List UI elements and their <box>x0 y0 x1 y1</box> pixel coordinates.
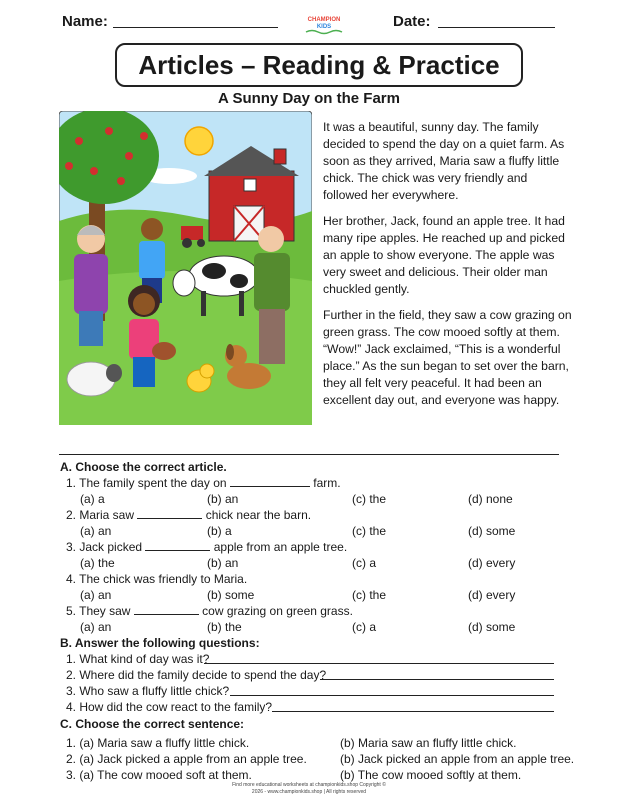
answer-blank[interactable] <box>230 476 310 487</box>
option[interactable]: (c) a <box>352 620 376 634</box>
story-text <box>323 119 573 418</box>
brand-logo <box>300 12 348 36</box>
question-b3: 3. Who saw a fluffy little chick? <box>66 684 230 698</box>
answer-blank[interactable] <box>137 508 202 519</box>
story-paragraph: Further in the field, they saw a cow grazing on green grass. The cow mooed softly at them. “Wow!” Jack exclaimed, “This is a wonderful place.” As the sun began to set over the barn, they all felt very peaceful. It had been an excellent day out, and everyone was happy. <box>323 308 572 407</box>
grandmother-figure <box>74 225 108 346</box>
story-paragraph: It was a beautiful, sunny day. The family decided to spend the day on a quiet farm. As soon as they arrived, Maria saw a fluffy little chick. The chick was very friendly and followed her everywhere. <box>323 120 565 202</box>
name-field-line[interactable] <box>113 27 278 28</box>
option[interactable]: (d) every <box>468 556 516 570</box>
sentence-option[interactable]: (b) Maria saw an fluffy little chick. <box>340 736 517 750</box>
question-b1: 1. What kind of day was it? <box>66 652 210 666</box>
section-b-heading: B. Answer the following questions: <box>60 636 260 650</box>
sentence-option[interactable]: 2. (a) Jack picked a apple from an apple tree. <box>66 752 307 766</box>
option[interactable]: (a) an <box>80 620 112 634</box>
date-field-line[interactable] <box>438 27 555 28</box>
footer <box>0 782 618 796</box>
question-a5: 5. They saw cow grazing on green grass. <box>66 604 353 618</box>
svg-text:CHAMPION: CHAMPION <box>307 17 341 23</box>
answer-line[interactable] <box>204 663 554 664</box>
sentence-option[interactable]: (b) The cow mooed softly at them. <box>340 768 522 782</box>
sentence-option[interactable]: (b) Jack picked an apple from an apple tree. <box>340 752 575 766</box>
footer-line: Find more educational worksheets at championkids.shop Copyright © <box>232 782 386 788</box>
name-label: Name: <box>62 13 108 30</box>
sun-icon <box>185 127 213 155</box>
option[interactable]: (b) some <box>207 588 255 602</box>
question-b4: 4. How did the cow react to the family? <box>66 700 273 714</box>
option[interactable]: (a) an <box>80 588 112 602</box>
section-c-heading: C. Choose the correct sentence: <box>60 717 245 731</box>
answer-line[interactable] <box>230 695 554 696</box>
answer-line[interactable] <box>272 711 554 712</box>
option[interactable]: (a) an <box>80 524 112 538</box>
option[interactable]: (c) the <box>352 492 387 506</box>
option[interactable]: (d) none <box>468 492 513 506</box>
answer-line[interactable] <box>320 679 554 680</box>
question-a3: 3. Jack picked apple from an apple tree. <box>66 540 348 554</box>
option[interactable]: (b) an <box>207 556 239 570</box>
sentence-option[interactable]: 3. (a) The cow mooed soft at them. <box>66 768 252 782</box>
question-b2: 2. Where did the family decide to spend the day? <box>66 668 327 682</box>
option[interactable]: (c) the <box>352 524 387 538</box>
question-a1: 1. The family spent the day on farm. <box>66 476 341 490</box>
farm-illustration <box>59 111 312 425</box>
option[interactable]: (a) the <box>80 556 115 570</box>
story-paragraph: Her brother, Jack, found an apple tree. It had many ripe apples. He reached up and picked an apple to show everyone. The apple was very sweet and delicious. Their older man chuckled gently. <box>323 214 565 296</box>
answer-blank[interactable] <box>134 604 199 615</box>
footer-line: 2026 - www.championkids.shop | All rights reserved <box>251 789 367 795</box>
story-title: A Sunny Day on the Farm <box>218 90 400 107</box>
option[interactable]: (a) a <box>80 492 105 506</box>
option[interactable]: (b) a <box>207 524 232 538</box>
question-a2: 2. Maria saw chick near the barn. <box>66 508 312 522</box>
page-title: Articles – Reading & Practice <box>115 43 523 87</box>
date-label: Date: <box>393 13 431 30</box>
option[interactable]: (c) the <box>352 588 387 602</box>
sentence-option[interactable]: 1. (a) Maria saw a fluffy little chick. <box>66 736 250 750</box>
option[interactable]: (b) an <box>207 492 239 506</box>
option[interactable]: (d) some <box>468 620 516 634</box>
option[interactable]: (d) every <box>468 588 516 602</box>
section-divider <box>59 454 559 455</box>
svg-text:KIDS: KIDS <box>316 24 332 30</box>
section-a-heading: A. Choose the correct article. <box>60 460 227 474</box>
question-a4: 4. The chick was friendly to Maria. <box>66 572 248 586</box>
option[interactable]: (d) some <box>468 524 516 538</box>
option[interactable]: (c) a <box>352 556 376 570</box>
answer-blank[interactable] <box>145 540 210 551</box>
option[interactable]: (b) the <box>207 620 242 634</box>
